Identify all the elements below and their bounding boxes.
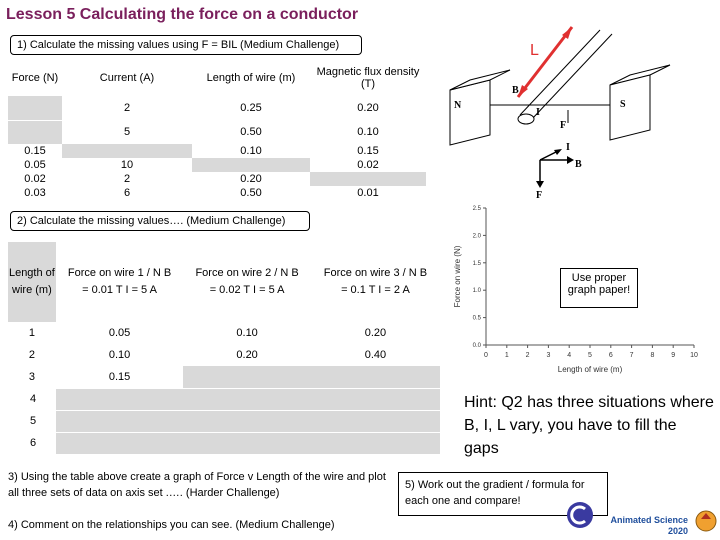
q2-cell-r6-c1: 6 [8,432,56,454]
q1-cell-r6-c2: 6 [123,187,131,199]
y-tick-label: 2.5 [472,206,481,212]
q1-cell-r2-c1[interactable] [8,120,62,144]
q2-header-wire3: Force on wire 3 / N B = 0.1 T I = 2 A [323,267,428,296]
q2-cell-r2-c4: 0.40 [364,349,387,361]
brand-name: Animated Science [610,515,688,525]
q1-header-current: Current (A) [99,72,155,84]
table-row [8,144,426,158]
q1-cell-r4-c1: 0.05 [24,159,46,171]
q1-cell-r1-c1[interactable] [8,96,62,120]
q2-table [8,242,440,454]
q2-cell-r1-c4: 0.20 [364,327,387,339]
q1-cell-r4-c2: 10 [120,159,134,171]
q2-header-wire1: Force on wire 1 / N B = 0.01 T I = 5 A [67,267,172,296]
label-s: S [620,99,626,110]
q2-header-length: Length of wire (m) [8,242,56,322]
y-tick-label: 1.5 [472,260,481,267]
q2-cell-r3-c4[interactable] [311,366,440,388]
hint-text: Hint: Q2 has three situations where B, I, L vary, you have to fill the gaps [464,394,714,457]
q1-label: 1) Calculate the missing values using F = BIL (Medium Challenge) [10,35,362,55]
back-arrow-icon[interactable] [565,500,595,530]
q2-cell-r4-c1: 4 [8,388,56,410]
q2-cell-r3-c3[interactable] [183,366,311,388]
label-l: L [530,42,539,59]
q1-cell-r1-c3: 0.25 [240,101,262,114]
q2-cell-r6-c2[interactable] [56,432,184,454]
q1-table [8,60,426,200]
y-tick-label: 0.0 [472,343,481,349]
q1-header-force: Force (N) [11,72,59,84]
q1-cell-r5-c3: 0.20 [240,173,262,185]
table-row [8,172,426,186]
q2-cell-r1-c2: 0.05 [108,327,131,339]
x-axis-label: Length of wire (m) [557,365,623,374]
q1-cell-r1-c2: 2 [123,101,131,114]
q2-cell-r1-c1: 1 [28,327,35,339]
wire-end [518,114,534,124]
q1-cell-r5-c1: 0.02 [24,173,46,185]
axis-label-i: I [566,142,570,153]
page-title: Lesson 5 Calculating the force on a conductor [6,6,359,23]
x-tick-label: 4 [567,352,572,359]
q1-cell-r2-c3: 0.50 [192,120,310,144]
y-tick-label: 1.0 [472,288,481,295]
q1-header-flux: Magnetic flux density (T) [316,66,420,90]
y-tick-label: 0.5 [472,315,481,322]
q2-cell-r6-c3[interactable] [183,432,311,454]
magnet-north [450,80,490,145]
label-b: B [512,85,519,96]
label-i: I [536,107,540,118]
q1-cell-r6-c1: 0.03 [24,187,46,199]
q2-cell-r4-c4[interactable] [311,388,440,410]
table-row [8,344,440,366]
q2-cell-r6-c4[interactable] [311,432,440,454]
y-tick-label: 2.0 [472,233,481,240]
label-f: F [560,120,567,131]
q3-text: 3) Using the table above create a graph of Force v Length of the wire and plot all three sets of data on axis set .…. (Harder Challenge) [8,471,386,499]
table-row [8,96,426,120]
axis-label-b: B [575,159,582,170]
q2-cell-r5-c2[interactable] [56,410,184,432]
q1-cell-r4-c4: 0.02 [357,159,379,171]
x-tick-label: 5 [588,352,592,359]
q1-cell-r3-c4: 0.15 [357,145,379,157]
y-axis-label: Force on wire (N) [453,245,462,308]
q1-cell-r3-c3: 0.10 [240,145,262,157]
table-row [8,410,440,432]
x-tick-label: 8 [650,352,655,359]
table-row [8,322,440,344]
q2-cell-r4-c2[interactable] [56,388,184,410]
q2-cell-r5-c3[interactable] [183,410,311,432]
q1-header-length: Length of wire (m) [206,72,296,84]
q1-cell-r2-c2: 5 [62,120,192,144]
table-row [8,186,426,200]
x-tick-label: 3 [546,352,551,359]
q2-cell-r2-c1: 2 [28,349,35,361]
q2-label: 2) Calculate the missing values…. (Medium Challenge) [10,211,310,231]
x-tick-label: 10 [690,352,698,359]
brand-year: 2020 [667,526,688,536]
x-tick-label: 6 [608,352,613,359]
q5-text: 5) Work out the gradient / formula for each one and compare! [405,479,585,507]
q1-cell-r6-c4: 0.01 [357,187,379,199]
logo-icon [693,505,719,535]
q2-cell-r4-c3[interactable] [183,388,311,410]
x-tick-label: 1 [504,352,509,359]
q2-header-wire2: Force on wire 2 / N B = 0.02 T I = 5 A [195,267,299,296]
graph-paper-note: Use proper graph paper! [560,268,638,308]
q2-cell-r2-c3: 0.20 [236,349,258,361]
q4-text: 4) Comment on the relationships you can see. (Medium Challenge) [8,519,335,531]
x-tick-label: 0 [484,352,488,359]
q1-cell-r3-c1: 0.15 [24,145,46,157]
q2-cell-r1-c3: 0.10 [236,327,258,339]
x-tick-label: 2 [525,352,530,359]
q1-cell-r3-c2[interactable] [62,144,192,158]
motor-effect-diagram [440,15,715,205]
label-n: N [454,100,462,111]
table-row [8,120,426,144]
q1-cell-r1-c4: 0.20 [357,101,379,114]
table-row [8,158,426,172]
q1-cell-r4-c3[interactable] [192,158,310,172]
brand-text [600,515,688,537]
x-tick-label: 9 [671,352,676,359]
axis-label-f: F [536,190,543,201]
q1-cell-r5-c2: 2 [123,173,131,185]
table-row [8,388,440,410]
q2-cell-r3-c1: 3 [28,370,35,383]
q2-cell-r5-c4[interactable] [311,410,440,432]
q1-cell-r2-c4: 0.10 [310,120,426,144]
table-row [8,366,440,388]
q1-cell-r6-c3: 0.50 [240,187,262,199]
q2-cell-r2-c2: 0.10 [108,349,131,361]
q2-cell-r5-c1: 5 [8,410,56,432]
q2-cell-r3-c2: 0.15 [108,370,131,383]
x-tick-label: 7 [629,352,634,359]
table-row [8,432,440,454]
q1-cell-r5-c4[interactable] [310,172,426,186]
length-arrow [518,27,572,97]
